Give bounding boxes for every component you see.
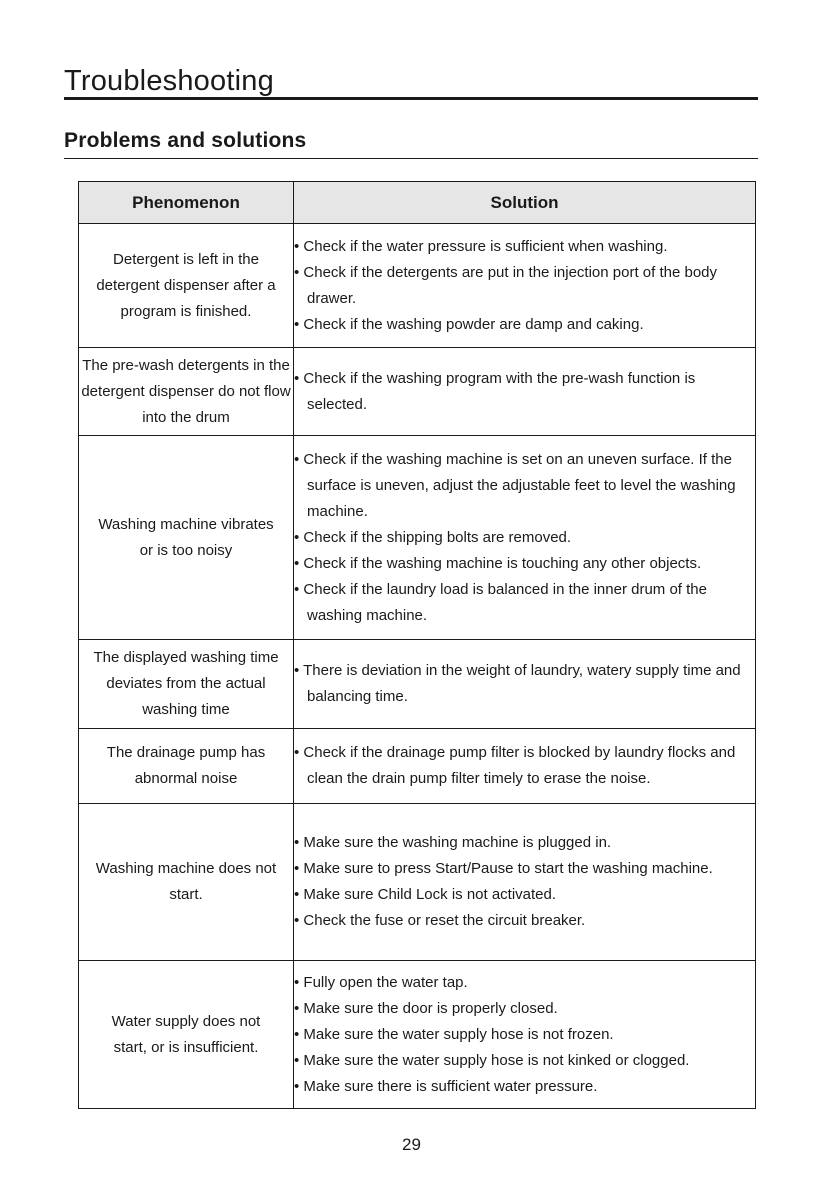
- solution-cell: [294, 961, 756, 1109]
- solution-item: • Check if the washing powder are damp and caking.: [294, 315, 644, 333]
- phenomenon-text: Detergent is left in the detergent dispenser after a program is finished.: [96, 250, 276, 320]
- phenomenon-cell: [79, 961, 294, 1109]
- table-row: [79, 224, 756, 348]
- phenomenon-text: The pre-wash detergents in the detergent dispenser do not flow into the drum: [81, 356, 291, 426]
- table-row: [79, 640, 756, 729]
- solution-cell: [294, 804, 756, 961]
- phenomenon-cell: [79, 436, 294, 640]
- solution-item: • Check if the drainage pump filter is blocked by laundry flocks and clean the drain pump filter timely to erase the noise.: [294, 744, 736, 787]
- phenomenon-text: Water supply does not start, or is insufficient.: [111, 1012, 261, 1056]
- solution-item: • Fully open the water tap.: [294, 973, 468, 991]
- solution-cell: [294, 348, 756, 436]
- solution-item: • Check if the shipping bolts are removed.: [294, 528, 572, 546]
- header-phenomenon: Phenomenon: [79, 182, 294, 224]
- solution-item: • Check if the washing machine is touching any other objects.: [294, 554, 702, 572]
- table-header-row: [79, 182, 756, 224]
- phenomenon-cell: [79, 640, 294, 729]
- phenomenon-cell: [79, 804, 294, 961]
- phenomenon-cell: [79, 348, 294, 436]
- solution-item: • Make sure there is sufficient water pressure.: [294, 1077, 598, 1095]
- solution-item: • Check the fuse or reset the circuit breaker.: [294, 912, 586, 929]
- phenomenon-text: The drainage pump has abnormal noise: [106, 744, 266, 787]
- header-solution: Solution: [294, 182, 756, 224]
- table-row: [79, 804, 756, 961]
- solution-item: • Make sure the water supply hose is not kinked or clogged.: [294, 1051, 690, 1069]
- solution-item: • Check if the laundry load is balanced in the inner drum of the washing machine.: [294, 580, 707, 624]
- solution-item: • Make sure the door is properly closed.: [294, 999, 558, 1017]
- phenomenon-text: The displayed washing time deviates from the actual washing time: [93, 649, 279, 718]
- solution-item: • Make sure to press Start/Pause to start the washing machine.: [294, 860, 713, 877]
- phenomenon-cell: [79, 224, 294, 348]
- solution-item: • Check if the washing machine is set on an uneven surface. If the surface is uneven, adjust the adjustable feet to level the washing machine.: [294, 450, 736, 520]
- solution-item: • Make sure the washing machine is plugged in.: [294, 834, 612, 851]
- table-row: [79, 436, 756, 640]
- solution-item: • Check if the detergents are put in the injection port of the body drawer.: [294, 263, 718, 307]
- phenomenon-cell: [79, 729, 294, 804]
- solution-cell: [294, 640, 756, 729]
- solution-item: • Make sure the water supply hose is not frozen.: [294, 1025, 614, 1043]
- solution-item: • Check if the washing program with the pre-wash function is selected.: [294, 369, 696, 413]
- section-title: Problems and solutions: [64, 129, 307, 152]
- page-title: Troubleshooting: [64, 65, 274, 97]
- solution-item: • There is deviation in the weight of laundry, watery supply time and balancing time.: [294, 662, 741, 705]
- solution-cell: [294, 729, 756, 804]
- section-divider: [64, 158, 758, 159]
- phenomenon-text: Washing machine vibrates or is too noisy: [98, 515, 274, 559]
- page-number: 29: [402, 1135, 421, 1154]
- title-divider: [64, 97, 758, 100]
- table-row: [79, 961, 756, 1109]
- solution-cell: [294, 436, 756, 640]
- solution-item: • Make sure Child Lock is not activated.: [294, 886, 557, 903]
- solution-cell: [294, 224, 756, 348]
- solution-item: • Check if the water pressure is sufficient when washing.: [294, 237, 668, 255]
- troubleshooting-table: [78, 181, 756, 1109]
- table-row: [79, 729, 756, 804]
- phenomenon-text: Washing machine does not start.: [95, 860, 277, 903]
- table-row: [79, 348, 756, 436]
